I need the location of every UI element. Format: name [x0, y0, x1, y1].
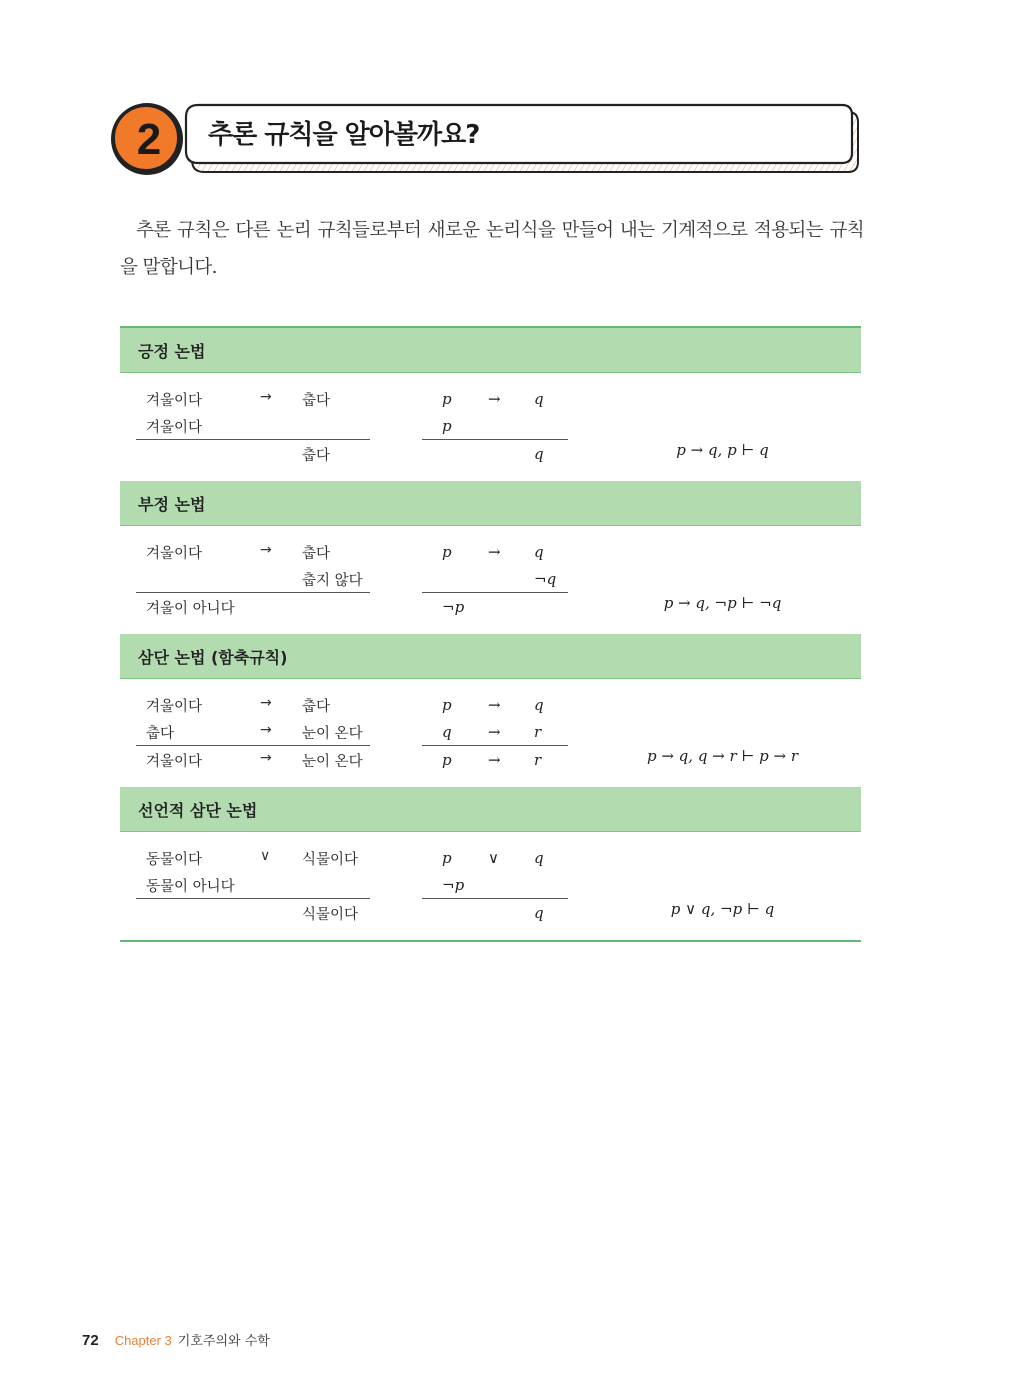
korean-connective: ∨	[260, 848, 271, 864]
symbol-left: ¬p	[442, 876, 465, 894]
chapter-title: 기호주의와 수학	[177, 1334, 270, 1349]
rule-header: 부정 논법	[120, 481, 861, 526]
symbol-right: q	[534, 849, 544, 867]
korean-premise: 겨울이다	[146, 420, 203, 436]
symbol-left: ¬p	[442, 598, 465, 616]
korean-conclusion: 춥다	[302, 393, 331, 409]
symbol-left: p	[442, 696, 452, 714]
intro-paragraph: 추론 규칙은 다른 논리 규칙들로부터 새로운 논리식을 만들어 내는 기계적으로 적용되는 규칙을 말합니다.	[120, 220, 864, 278]
symbol-left: p	[442, 849, 452, 867]
symbol-left: p	[442, 417, 452, 435]
symbol-connective: →	[488, 723, 501, 741]
korean-premise: 춥다	[146, 726, 175, 742]
korean-conclusion: 춥다	[302, 546, 331, 562]
symbol-connective: ∨	[488, 849, 499, 867]
korean-premise: 동물이다	[146, 852, 203, 868]
symbolic-conclusion-divider	[422, 439, 568, 440]
symbol-right: q	[534, 543, 544, 561]
symbolic-conclusion-divider	[422, 745, 568, 746]
rule-formula: p → q, q → r ⊢ p → r	[646, 747, 799, 765]
symbol-connective: →	[488, 543, 501, 561]
chapter-label: Chapter 3	[114, 1333, 172, 1348]
symbol-connective: →	[488, 751, 501, 769]
symbol-right: q	[534, 445, 544, 463]
symbol-left: p	[442, 543, 452, 561]
korean-connective: →	[260, 542, 272, 558]
symbol-right: q	[534, 390, 544, 408]
conclusion-divider	[136, 898, 370, 899]
rule-formula: p → q, p ⊢ q	[676, 441, 769, 459]
symbol-right: r	[534, 751, 542, 769]
korean-premise: 동물이 아니다	[146, 879, 235, 895]
section-number: 2	[136, 115, 162, 164]
rule-formula: p ∨ q, ¬p ⊢ q	[670, 900, 775, 918]
symbol-right: q	[534, 696, 544, 714]
korean-connective: →	[260, 722, 272, 738]
section-title: 추론 규칙을 알아볼까요?	[208, 120, 480, 150]
conclusion-divider	[136, 439, 370, 440]
conclusion-divider	[136, 592, 370, 593]
korean-conclusion: 식물이다	[302, 852, 359, 868]
page-footer	[82, 1330, 270, 1349]
inference-rules-table	[120, 326, 861, 942]
symbol-left: p	[442, 390, 452, 408]
symbol-connective: →	[488, 390, 501, 408]
section-heading-banner	[106, 98, 864, 184]
korean-connective: →	[260, 750, 272, 766]
korean-connective: →	[260, 389, 272, 405]
korean-conclusion: 식물이다	[302, 907, 359, 923]
korean-premise: 겨울이다	[146, 393, 203, 409]
rule-body	[120, 526, 861, 634]
rule-body	[120, 373, 861, 481]
rule-header: 삼단 논법 (함축규칙)	[120, 634, 861, 679]
korean-premise: 겨울이다	[146, 699, 203, 715]
symbolic-conclusion-divider	[422, 592, 568, 593]
symbol-right: r	[534, 723, 542, 741]
korean-conclusion: 춥지 않다	[302, 573, 363, 589]
symbol-right: ¬q	[534, 570, 557, 588]
korean-conclusion: 눈이 온다	[302, 754, 363, 770]
korean-conclusion: 춥다	[302, 699, 331, 715]
korean-conclusion: 춥다	[302, 448, 331, 464]
korean-premise: 겨울이 아니다	[146, 601, 235, 617]
symbol-left: q	[442, 723, 452, 741]
rule-header: 긍정 논법	[120, 328, 861, 373]
korean-premise: 겨울이다	[146, 546, 203, 562]
symbol-right: q	[534, 904, 544, 922]
symbolic-conclusion-divider	[422, 898, 568, 899]
rule-header: 선언적 삼단 논법	[120, 787, 861, 832]
korean-connective: →	[260, 695, 272, 711]
rule-body	[120, 832, 861, 940]
rule-formula: p → q, ¬p ⊢ ¬q	[663, 594, 782, 612]
rule-body	[120, 679, 861, 787]
symbol-left: p	[442, 751, 452, 769]
symbol-connective: →	[488, 696, 501, 714]
korean-conclusion: 눈이 온다	[302, 726, 363, 742]
page-number: 72	[82, 1332, 99, 1349]
korean-premise: 겨울이다	[146, 754, 203, 770]
conclusion-divider	[136, 745, 370, 746]
